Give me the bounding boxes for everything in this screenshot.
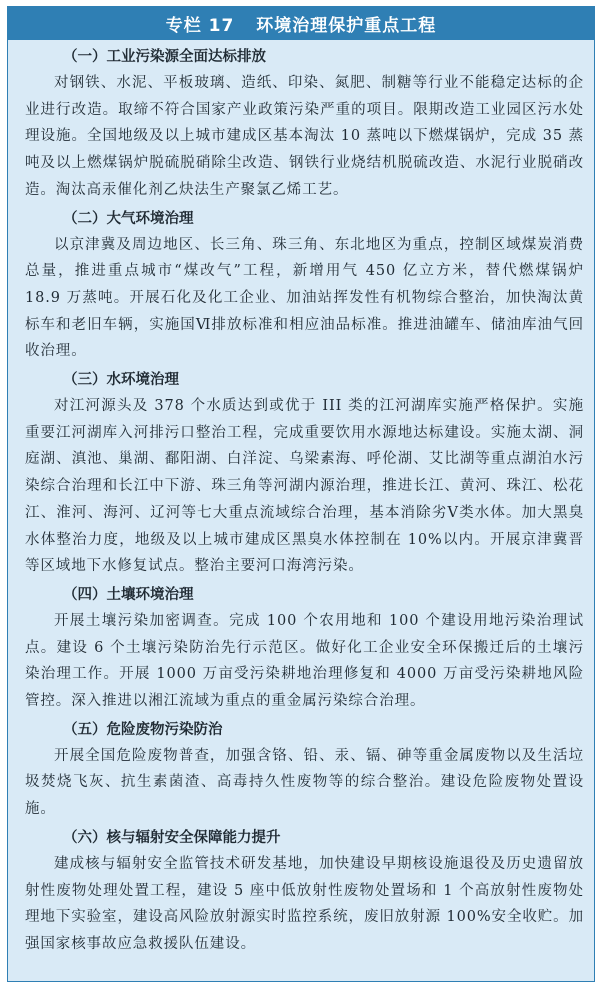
box-content: [8, 40, 594, 981]
section-title: （四）土壤环境治理: [63, 586, 194, 603]
section-soil-environment: [25, 582, 584, 715]
section-title: （三）水环境治理: [63, 372, 179, 389]
column-box: [7, 6, 595, 982]
box-title: 环境治理保护重点工程: [256, 16, 437, 36]
section-body: 开展全国危险废物普查，加强含铬、铅、汞、镉、砷等重金属废物以及生活垃圾焚烧飞灰、抗生素菌渣、高毒持久性废物等的综合整治。建设危险废物处置设施。: [25, 747, 584, 818]
section-body: 建成核与辐射安全监管技术研发基地，加快建设早期核设施退役及历史遗留放射性废物处理处置工程，建设 5 座中低放射性废物处置场和 1 个高放射性废物处理地下实验室，建设高风险放射源实时监控系统，废旧放射源 100%安全收贮。加强国家核事故应急救援队伍建设。: [25, 855, 584, 952]
section-title: （二）大气环境治理: [63, 210, 194, 227]
section-nuclear-safety: [25, 825, 584, 958]
section-body: 对江河源头及 378 个水质达到或优于 III 类的江河湖库实施严格保护。实施重要江河湖库入河排污口整治工程，完成重要饮用水源地达标建设。实施太湖、洞庭湖、滇池、巢湖、鄱阳湖、白洋淀、乌梁素海、呼伦湖、艾比湖等重点湖泊水污染综合治理和长江中下游、珠三角等河湖内源治理，推进长江、黄河、珠江、松花江、淮河、海河、辽河等七大重点流域综合治理，基本消除劣Ⅴ类水体。加大黑臭水体整治力度，地级及以上城市建成区黑臭水体控制在 10%以内。开展京津冀晋等区域地下水修复试点。整治主要河口海湾污染。: [25, 398, 584, 575]
section-body: 以京津冀及周边地区、长三角、珠三角、东北地区为重点，控制区域煤炭消费总量，推进重点城市“煤改气”工程，新增用气 450 亿立方米，替代燃煤锅炉 18.9 万蒸吨。开展石化及化工企业、加油站挥发性有机物综合整治，加快淘汰黄标车和老旧车辆，实施国Ⅵ排放标准和相应油品标准。推进油罐车、储油库油气回收治理。: [25, 236, 584, 360]
section-air-environment: [25, 206, 584, 366]
section-industrial-pollution: [25, 44, 584, 204]
section-body: 开展土壤污染加密调查。完成 100 个农用地和 100 个建设用地污染治理试点。建设 6 个土壤污染防治先行示范区。做好化工企业安全环保搬迁后的土壤污染治理工作。开展 1000 万亩受污染耕地治理修复和 4000 万亩受污染耕地风险管控。深入推进以湘江流域为重点的重金属污染综合治理。: [25, 612, 584, 710]
box-label: 专栏 17: [165, 16, 235, 36]
section-body: 对钢铁、水泥、平板玻璃、造纸、印染、氮肥、制糖等行业不能稳定达标的企业进行改造。取缔不符合国家产业政策污染严重的项目。限期改造工业园区污水处理设施。全国地级及以上城市建成区基本淘汰 10 蒸吨以下燃煤锅炉，完成 35 蒸吨及以上燃煤锅炉脱硫脱硝除尘改造、钢铁行业烧结机脱硫改造、水泥行业脱硝改造。淘汰高汞催化剂乙炔法生产聚氯乙烯工艺。: [25, 75, 584, 198]
section-title: （五）危险废物污染防治: [63, 721, 223, 738]
box-header: [8, 7, 594, 40]
section-water-environment: [25, 367, 584, 580]
section-hazardous-waste: [25, 717, 584, 823]
section-title: （六）核与辐射安全保障能力提升: [63, 829, 281, 846]
section-title: （一）工业污染源全面达标排放: [63, 49, 266, 65]
